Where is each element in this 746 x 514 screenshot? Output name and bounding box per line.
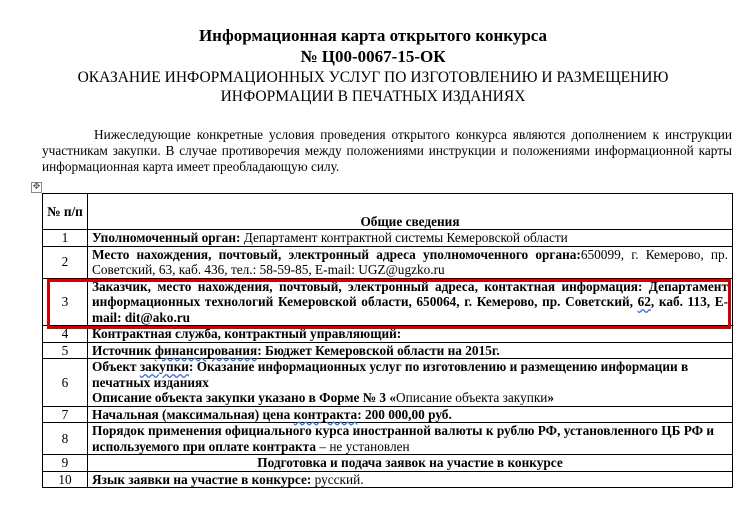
document-title: Информационная карта открытого конкурса: [198, 26, 548, 45]
tender-number: № Ц00-0067-15-ОК: [300, 47, 446, 66]
table-header-row: [43, 194, 733, 230]
subtitle-line-2: ИНФОРМАЦИИ В ПЕЧАТНЫХ ИЗДАНИЯХ: [220, 88, 526, 105]
row-content: Начальная (максимальная) цена контракта: 200 000,00 руб.: [88, 406, 733, 423]
row-num: 4: [43, 326, 88, 343]
row-content: Заказчик, место нахождения, почтовый, электронный адреса, контактная информация: Департамент информационных технологий Кемеровской области, 650064, г. Кемерово, пр. Советский, 62, каб. 113, E-mail: dit@ako.ru: [88, 278, 733, 326]
table-row: [43, 406, 733, 423]
row-num: 6: [43, 359, 88, 407]
highlight-box: [47, 279, 731, 329]
row-content: Источник финансирования: Бюджет Кемеровской области на 2015г.: [88, 342, 733, 359]
header-num-cell: № п/п: [43, 194, 88, 230]
row-num: 10: [43, 471, 88, 488]
row-num: 5: [43, 342, 88, 359]
table-section-row: [43, 455, 733, 472]
row-num: 1: [43, 230, 88, 247]
intro-paragraph: Нижеследующие конкретные условия проведения открытого конкурса являются дополнением к инструкции участникам закупки. В случае противоречия между положениями инструкции и положениями информационной карты информационная карта имеет преобладающую силу.: [42, 127, 732, 174]
row-content: Контрактная служба, контрактный управляющий:: [88, 326, 733, 343]
row-content: Порядок применения официального курса иностранной валюты к рублю РФ, установленного ЦБ РФ и используемого при оплате контракта – не установлен: [88, 423, 733, 455]
row-content: Язык заявки на участие в конкурсе: русский.: [88, 471, 733, 488]
row-num: 3: [43, 278, 88, 326]
header-info-cell: Общие сведения: [88, 194, 733, 230]
row-content: Место нахождения, почтовый, электронный адреса уполномоченного органа:650099, г. Кемерово, пр. Советский, 63, каб. 436, тел.: 58-59-85, E-mail: UGZ@ugzko.ru: [88, 246, 733, 278]
section-heading: Подготовка и подача заявок на участие в конкурсе: [88, 455, 733, 472]
row-content: Уполномоченный орган: Департамент контрактной системы Кемеровской области: [88, 230, 733, 247]
table-row: [43, 342, 733, 359]
table-row: [43, 471, 733, 488]
table-move-handle-icon[interactable]: ✥: [32, 182, 41, 192]
row-num: 8: [43, 423, 88, 455]
table-row: [43, 359, 733, 407]
row-num: 9: [43, 455, 88, 472]
row-content: Объект закупки: Оказание информационных услуг по изготовлению и размещению информации в печатных изданиях Описание объекта закупки указано в Форме № 3 «Описание объекта закупки»: [88, 359, 733, 407]
table-row: [43, 423, 733, 455]
info-table: [42, 193, 733, 488]
table-row: [43, 246, 733, 278]
subtitle-line-1: ОКАЗАНИЕ ИНФОРМАЦИОННЫХ УСЛУГ ПО ИЗГОТОВЛЕНИЮ И РАЗМЕЩЕНИЮ: [77, 69, 669, 86]
row-num: 7: [43, 406, 88, 423]
table-row: [43, 230, 733, 247]
row-num: 2: [43, 246, 88, 278]
